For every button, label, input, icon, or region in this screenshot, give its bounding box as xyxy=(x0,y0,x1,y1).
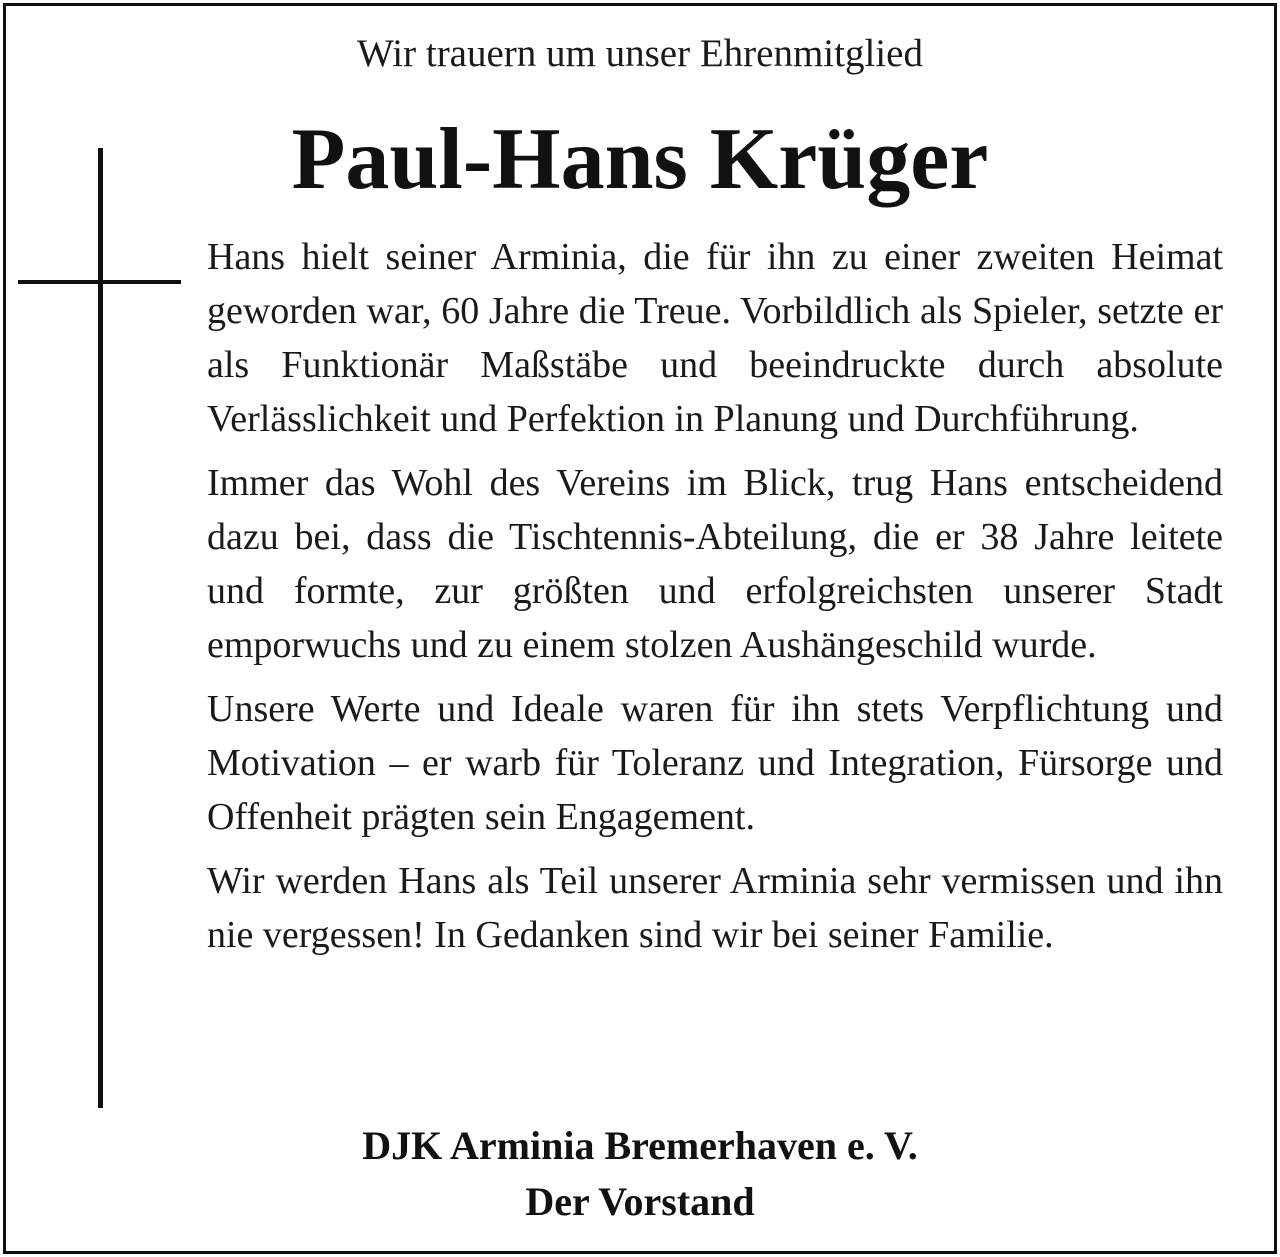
cross-icon-bar xyxy=(18,280,181,284)
organization-name: DJK Arminia Bremerhaven e. V. xyxy=(362,1123,918,1168)
board-name: Der Vorstand xyxy=(525,1179,755,1224)
paragraph-1: Hans hielt seiner Arminia, die für ihn zu einer zweiten Heimat geworden war, 60 Jahre die Treue. Vorbildlich als Spieler, setzte er als Funktionär Maßstäbe und beeindruckte durch absolute Verlässlichkeit und Perfektion in Planung und Durchführung. xyxy=(207,236,1223,440)
signature-block xyxy=(0,1118,1280,1230)
paragraph-2: Immer das Wohl des Vereins im Blick, trug Hans entscheidend dazu bei, dass die Tischtennis-Abteilung, die er 38 Jahre leitete und formte, zur größten und erfolgreichsten unserer Stadt emporwuchs und zu einem stolzen Aushängeschild wurde. xyxy=(207,462,1223,666)
cross-icon xyxy=(98,148,103,1108)
obituary-text xyxy=(207,230,1223,972)
paragraph-3: Unsere Werte und Ideale waren für ihn stets Verpflichtung und Motivation – er warb für Toleranz und Integration, Fürsorge und Offenheit prägten sein Engagement. xyxy=(207,688,1223,838)
paragraph-4: Wir werden Hans als Teil unserer Arminia sehr vermissen und ihn nie vergessen! In Gedanken sind wir bei seiner Familie. xyxy=(207,860,1223,956)
deceased-name: Paul-Hans Krüger xyxy=(291,111,989,208)
intro-line: Wir trauern um unser Ehrenmitglied xyxy=(357,32,923,75)
